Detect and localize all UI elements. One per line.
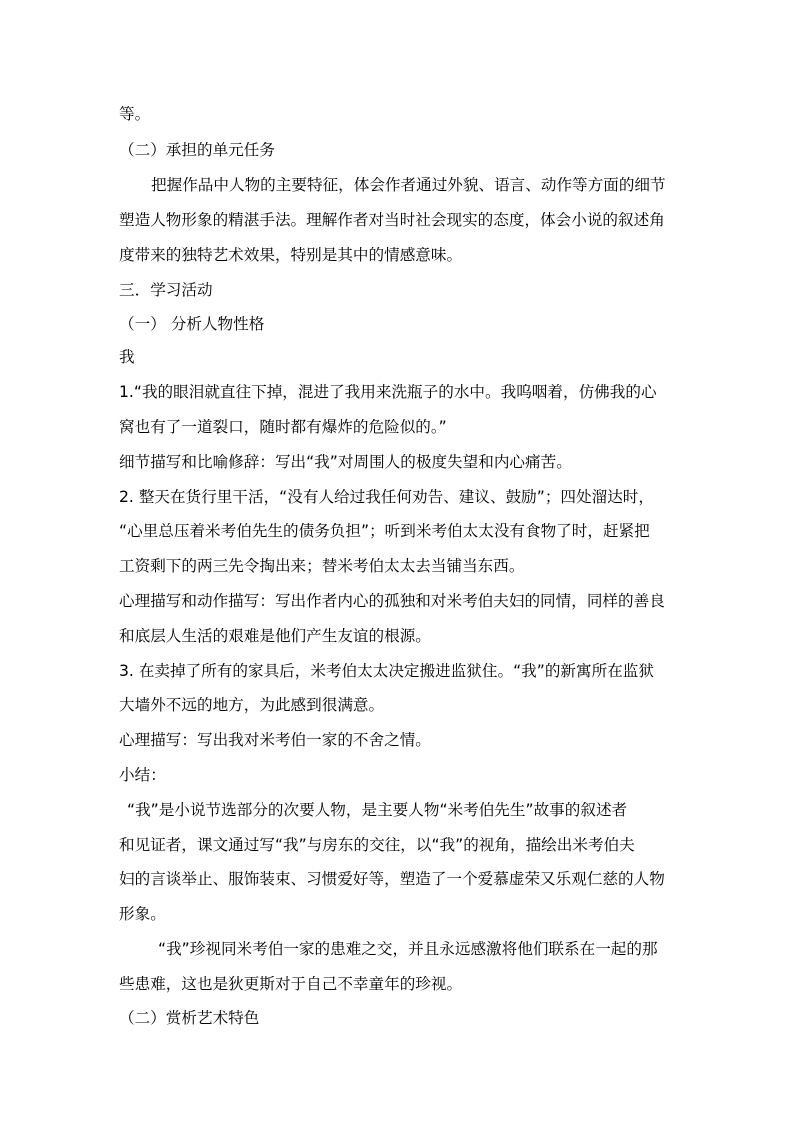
paragraph-line: 工资剩下的两三先令掏出来；替米考伯太太去当铺当东西。 [119,557,525,575]
paragraph-line: 妇的言谈举止、服饰装束、习惯爱好等，塑造了一个爱慕虚荣又乐观仁慈的人物 [119,870,665,888]
paragraph-line: 1.“我的眼泪就直往下掉，混进了我用来洗瓶子的水中。我呜咽着，仿佛我的心 [119,383,657,401]
paragraph-line: 3. 在卖掉了所有的家具后，米考伯太太决定搬进监狱住。“我”的新寓所在监狱 [119,662,654,680]
paragraph-line: 2. 整天在货行里干活，“没有人给过我任何劝告、建议、鼓励”；四处溜达时， [119,488,654,506]
paragraph-line: 些患难，这也是狄更斯对于自己不幸童年的珍视。 [119,975,463,993]
subheading: 小结： [119,766,166,784]
text-line: 等。 [119,105,151,123]
paragraph-line: 形象。 [119,905,166,923]
subheading: 我 [119,348,135,366]
paragraph-line: 大墙外不远的地方，为此感到很满意。 [119,696,385,714]
paragraph-line: “我”珍视同米考伯一家的患难之交，并且永远感激将他们联系在一起的那 [158,940,658,958]
paragraph-line: 把握作品中人物的主要特征，体会作者通过外貌、语言、动作等方面的细节 [151,176,666,194]
section-heading: （二）承担的单元任务 [119,141,275,159]
paragraph-line: 度带来的独特艺术效果，特别是其中的情感意味。 [119,246,463,264]
section-heading: （一） 分析人物性格 [119,315,265,333]
paragraph-line: 窝也有了一道裂口，随时都有爆炸的危险似的。” [119,418,447,436]
paragraph-line: 和见证者，课文通过写“我”与房东的交往，以“我”的视角，描绘出米考伯夫 [119,836,635,854]
paragraph-line: 心理描写：写出我对米考伯一家的不舍之情。 [119,731,431,749]
paragraph-line: 塑造人物形象的精湛手法。理解作者对当时社会现实的态度，体会小说的叙述角 [119,211,665,229]
paragraph-line: 细节描写和比喻修辞：写出“我”对周围人的极度失望和内心痛苦。 [119,453,572,471]
section-heading: 三．学习活动 [119,281,213,299]
paragraph-line: 心理描写和动作描写：写出作者内心的孤独和对米考伯夫妇的同情，同样的善良 [119,592,665,610]
section-heading: （二）赏析艺术特色 [119,1009,260,1027]
paragraph-line: 和底层人生活的艰难是他们产生友谊的根源。 [119,627,431,645]
paragraph-line: “我”是小说节选部分的次要人物，是主要人物“米考伯先生”故事的叙述者 [127,801,628,819]
paragraph-line: “心里总压着米考伯先生的债务负担”；听到米考伯太太没有食物了时，赶紧把 [119,522,650,540]
